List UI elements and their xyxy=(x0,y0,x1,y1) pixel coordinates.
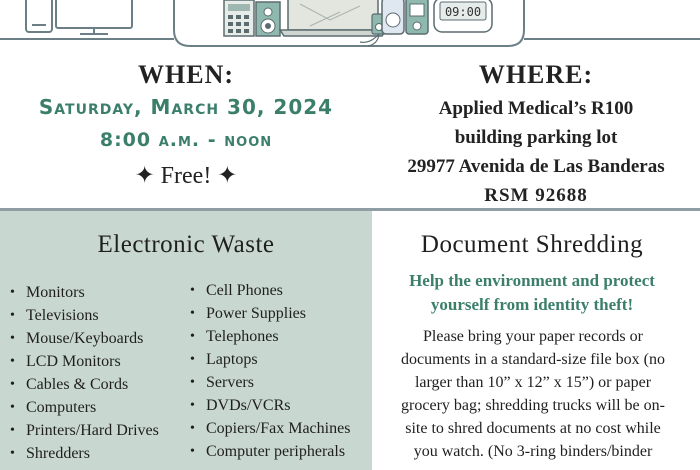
speaker-icon xyxy=(256,2,280,36)
address-block xyxy=(372,94,700,210)
paragraph-line: you watch. (No 3-ring binders/binder xyxy=(413,443,653,460)
handheld-device-icon xyxy=(406,0,428,34)
document-shredding-title: Document Shredding xyxy=(420,231,644,258)
alarm-clock-icon xyxy=(434,0,492,32)
paragraph-line: larger than 10” x 12” x 15”) or paper xyxy=(414,374,652,391)
free-label: ✦ Free! ✦ xyxy=(134,163,238,189)
monitor-icon xyxy=(56,0,132,34)
list-item: • DVDs/VCRs xyxy=(186,394,350,417)
address-line-2: building parking lot xyxy=(454,127,618,148)
address-line-3: 29977 Avenida de Las Banderas xyxy=(407,156,665,177)
list-item: • Computers xyxy=(6,396,159,419)
electronics-illustration xyxy=(0,0,700,58)
shredding-instructions xyxy=(374,325,692,463)
laptop-icon xyxy=(280,0,386,36)
list-item: • Mouse/Keyboards xyxy=(6,327,159,350)
list-item: • Power Supplies xyxy=(186,302,350,325)
list-item: • Cell Phones xyxy=(186,279,350,302)
paragraph-line: site to shred documents at no cost while xyxy=(405,420,661,437)
paragraph-line: grocery bag; shredding trucks will be on- xyxy=(401,397,665,414)
when-section xyxy=(0,58,372,190)
top-illustration-band xyxy=(0,0,700,58)
list-item: • Shredders xyxy=(6,442,159,465)
paragraph-line: Please bring your paper records or xyxy=(423,328,643,345)
list-item: • Telephones xyxy=(186,325,350,348)
address-line-1: Applied Medical’s R100 xyxy=(438,98,634,119)
event-time: 8:00 a.m. - noon xyxy=(99,129,273,151)
list-item: • Printers/Hard Drives xyxy=(6,419,159,442)
list-item: • Laptops xyxy=(186,348,350,371)
ewaste-list-col2 xyxy=(186,279,350,463)
phone-icon xyxy=(26,0,52,32)
ewaste-list-col1 xyxy=(6,281,159,465)
list-item: • LCD Monitors xyxy=(6,350,159,373)
document-shredding-panel xyxy=(372,211,700,470)
clock-display-text: 09:00 xyxy=(444,5,482,19)
list-item: • Servers xyxy=(186,371,350,394)
subtitle-line-1: Help the environment and protect xyxy=(409,271,655,290)
where-heading: WHERE: xyxy=(478,60,594,89)
list-item: • Computer peripherals xyxy=(186,440,350,463)
electronic-waste-title: Electronic Waste xyxy=(97,231,275,258)
paragraph-line: documents in a standard-size file box (no xyxy=(401,351,665,368)
calculator-icon xyxy=(224,0,254,36)
subtitle-line-2: yourself from identity theft! xyxy=(430,295,634,314)
list-item: • Monitors xyxy=(6,281,159,304)
list-item: • Televisions xyxy=(6,304,159,327)
event-date: Saturday, March 30, 2024 xyxy=(38,95,334,119)
address-line-4: RSM 92688 xyxy=(484,185,588,206)
electronic-waste-panel xyxy=(0,211,372,470)
where-section xyxy=(372,58,700,210)
list-item: • Copiers/Fax Machines xyxy=(186,417,350,440)
when-heading: WHEN: xyxy=(138,60,234,89)
shredding-subtitle xyxy=(372,269,692,317)
list-item: • Cables & Cords xyxy=(6,373,159,396)
music-player-icon xyxy=(382,0,404,34)
